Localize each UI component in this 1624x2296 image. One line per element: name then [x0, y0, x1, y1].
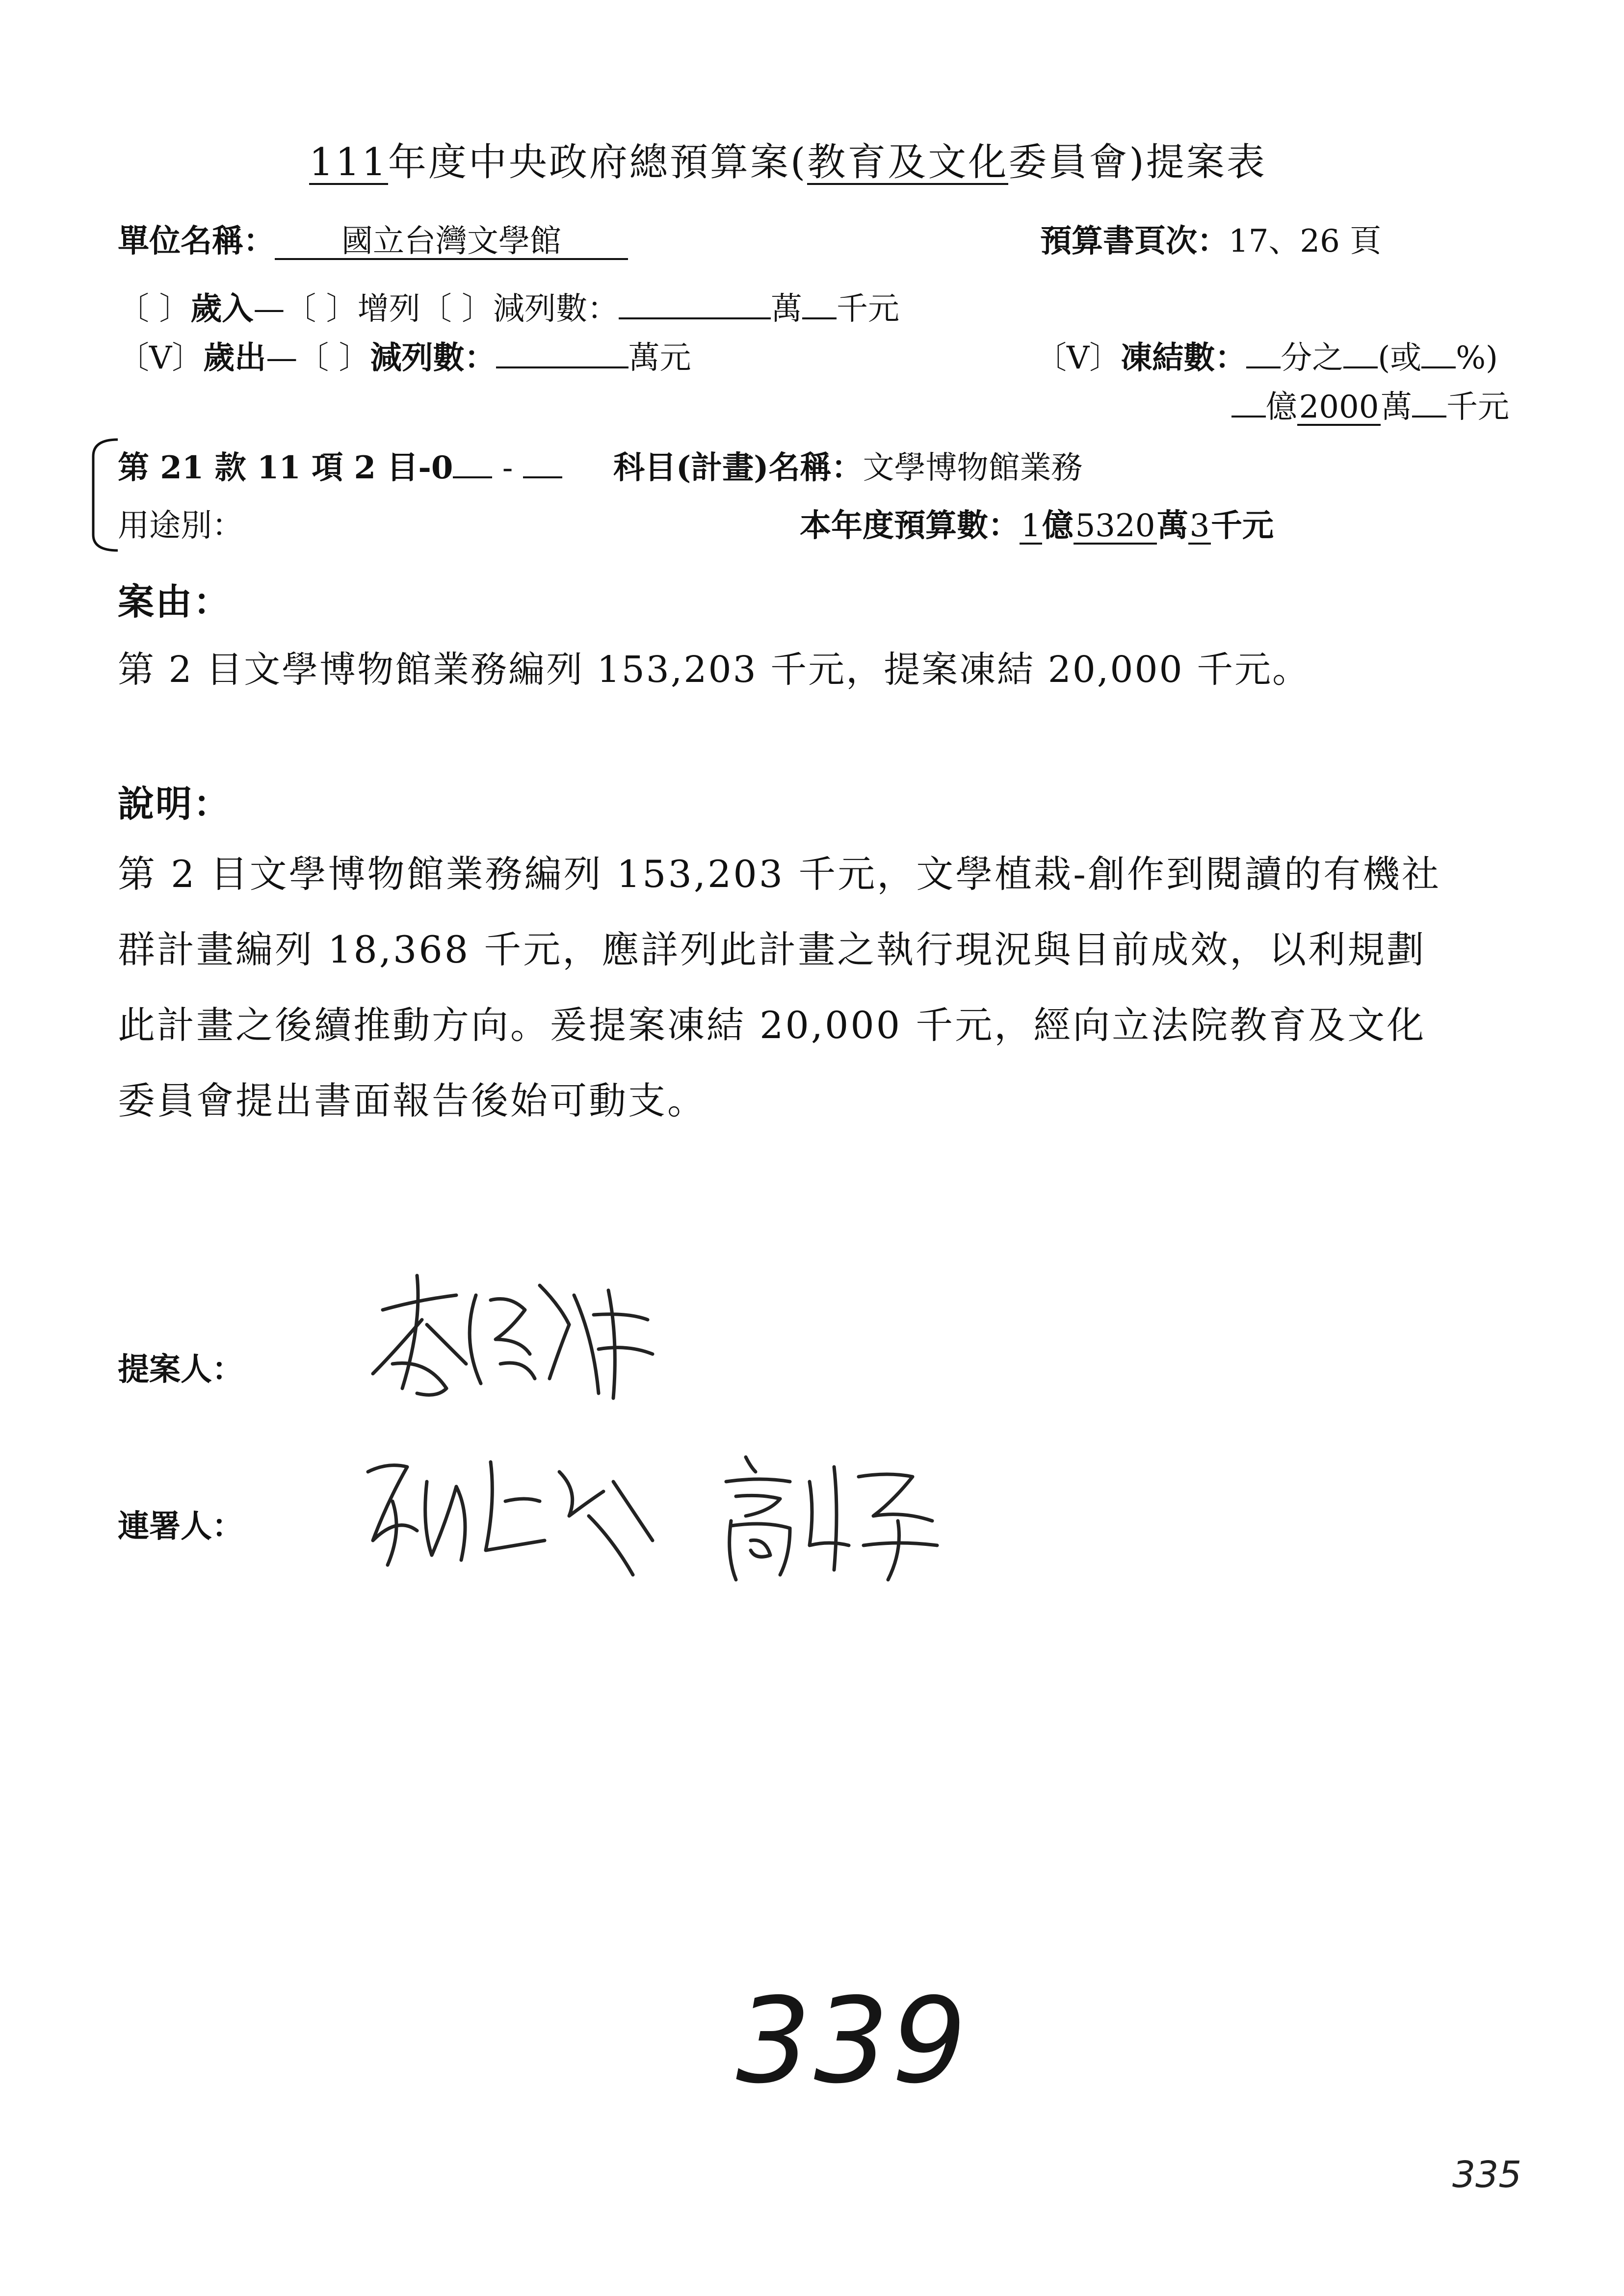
freeze-label: 凍結數：: [1121, 339, 1247, 376]
subject-label: 科目(計畫)名稱：: [613, 449, 863, 486]
unit-label: 單位名稱：: [118, 223, 275, 260]
expense-row: 〔V〕歲出—〔 〕減列數： 萬元: [118, 333, 691, 378]
freeze-row: 〔V〕凍結數： 分之 (或 %): [1035, 333, 1498, 378]
title-committee: 教育及文化: [807, 140, 1009, 184]
unit-row: [118, 216, 628, 261]
item-bracket: [79, 437, 123, 554]
cosigner-signature-1: [358, 1442, 662, 1590]
expense-blank-wan: [496, 337, 629, 368]
freeze-amount-row: 億2000萬 千元: [1231, 382, 1509, 427]
revenue-blank-wan: [619, 288, 771, 319]
page-ref-value: 17、26 頁: [1229, 223, 1382, 260]
reason-text: 第 2 目文學博物館業務編列 153,203 千元，提案凍結 20,000 千元。: [118, 649, 1310, 691]
corner-number: 335: [1452, 2154, 1522, 2196]
subject-value: 文學博物館業務: [863, 450, 1083, 486]
document-title: 111年度中央政府總預算案(教育及文化委員會)提案表: [309, 140, 1267, 184]
cosigner-signature-2: [716, 1447, 952, 1585]
usage-label: 用途別：: [118, 508, 243, 544]
expense-label: 歲出: [203, 339, 266, 376]
revenue-blank-qian: [802, 288, 837, 319]
revenue-row: 〔 〕歲入—〔 〕增列〔 〕減列數： 萬 千元: [118, 284, 899, 329]
explanation-body: [118, 836, 1541, 1139]
budget-row: 本年度預算數：1億5320萬3千元: [800, 507, 1274, 544]
item-code: 第 21 款 11 項 2 目-0: [118, 449, 453, 486]
explanation-heading: 說明：: [118, 783, 231, 825]
explanation-line: 群計畫編列 18,368 千元，應詳列此計畫之執行現況與目前成效，以利規劃: [118, 928, 1426, 971]
explanation-line: 委員會提出書面報告後始可動支。: [118, 1079, 707, 1122]
explanation-line: 第 2 目文學博物館業務編列 153,203 千元，文學植栽-創作到閱讀的有機社: [118, 852, 1441, 896]
unit-value: 國立台灣文學館: [275, 225, 628, 260]
proposer-signature: [363, 1266, 667, 1413]
revenue-label: 歲入: [190, 290, 254, 327]
proposer-label: 提案人：: [118, 1351, 243, 1388]
item-code-row: 第 21 款 11 項 2 目-0 -: [118, 443, 562, 488]
freeze-amount-wan: 2000: [1297, 391, 1381, 426]
reason-heading: 案由：: [118, 581, 231, 623]
subject-row: [613, 443, 1083, 488]
explanation-line: 此計畫之後續推動方向。爰提案凍結 20,000 千元，經向立法院教育及文化: [118, 1003, 1426, 1047]
usage-row: [118, 500, 243, 546]
page-number: 339: [736, 1972, 970, 2110]
page-ref-label: 預算書頁次：: [1040, 223, 1229, 260]
page-ref: [1040, 216, 1381, 261]
cosigner-label: 連署人：: [118, 1508, 243, 1545]
budget-label: 本年度預算數：: [800, 507, 1020, 544]
title-year: 111: [309, 140, 388, 184]
